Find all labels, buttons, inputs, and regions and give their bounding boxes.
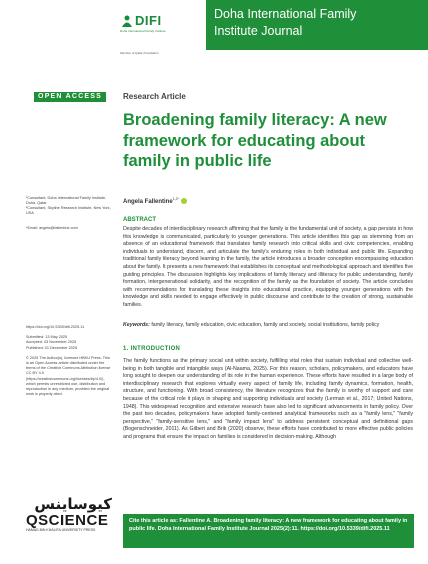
journal-banner — [206, 0, 428, 50]
article-title: Broadening family literacy: A new framework for educating about family in public life — [123, 111, 387, 170]
abstract-body: Despite decades of interdisciplinary research affirming that the family is the fundamental unit of society, a gap persists in how this knowledge is communicated, particularly to younger generations. This article identifies this gap as stemming from an absence of an educational framework that translates family research into critical skills and civic competencies, enabling individuals to understand, discern, and articulate the family's enduring roles in both individual and public life. Expanding traditional family literacy beyond learning in the family, the article introduces a broader conception encompassing education about the family. It presents a new framework that establishes its conceptual and methodological approach and identifies five guiding principles. The discussion highlights key implications of family literacy and illiteracy for public understanding, family formation, intergenerational solidarity, and the recognition of the family as the foundation of society. The article concludes with recommendations for translating these insights into educational practice, equipping younger generations with the knowledge and skills needed to engage effectively in public discourse and contribute to the creation of strong, sustainable families. — [123, 226, 413, 308]
keywords-list: family literacy, family education, civic education, family and society, social institutions, family policy — [151, 322, 380, 328]
logo-wordmark: DIFI — [135, 13, 162, 28]
article-type: Research Article — [123, 92, 186, 101]
family-logo-icon — [120, 14, 134, 28]
doi-link[interactable]: https://doi.org/10.5339/difi.2025.11 — [26, 325, 85, 329]
logo-member-line: Member of Qatar Foundation — [120, 51, 159, 55]
citation-box — [123, 514, 414, 548]
qscience-tagline: HAMAD BIN KHALIFA UNIVERSITY PRESS — [26, 528, 96, 532]
keywords-label: Keywords: — [123, 322, 150, 328]
citation-text[interactable]: Cite this article as: Fallentine A. Broadening family literacy: A new framework for educating about family in public life. Doha International Family Institute Journal 2025(2):11. https://doi.org/10.5339/difi.2025.11 — [129, 518, 408, 532]
introduction-body: The family functions as the primary social unit within society, fulfilling vital roles that sustain individual and collective well-being in both tangible and intangible ways (Al-Naama, 2025). For this reason, scholars, policymakers, and educators have long sought to deepen our understanding of its role in the human experience. These efforts have resulted in a large body of interdisciplinary research that explores virtually every aspect of family life, including family dynamics, formation, health, structure, and functioning. With broad consistency, the literature recognizes that the family is worthy of support and care because of the critical role it plays in shaping and supporting individuals and society (Lerman et al., 2017; United Nations, 1948). This widespread recognition and extensive research have also led to significant advancements in family policy. Over the past two decades, policymakers have adopted family-centered analytical frameworks such as a "family lens," "family perspective," "family-sensitive lens," and "family impact lens" to address persistent conceptual and definitional gaps (Bogenschneider, 2011). As Gilbert and Brik (2020) observe, these efforts have contributed to more effective public policies and programs that ensure the impact on families is considered in decision-making. Although — [123, 358, 413, 440]
orcid-icon[interactable] — [181, 198, 187, 204]
open-access-badge: OPEN ACCESS — [34, 92, 106, 102]
keywords — [123, 322, 413, 330]
abstract-heading: ABSTRACT — [123, 217, 156, 223]
qscience-logo: QSCIENCE — [26, 512, 109, 529]
affiliation-1: ¹Consultant, Doha International Family Institute, Doha, Qatar — [26, 196, 107, 205]
published-date: Published: 01 December 2025 — [26, 345, 78, 350]
logo-subtitle: Doha International Family Institute — [120, 29, 166, 33]
introduction-heading: 1. INTRODUCTION — [123, 346, 181, 352]
affiliations — [26, 196, 112, 216]
author-email[interactable]: *Email: angela@fallentine.com — [26, 226, 78, 230]
affiliation-2: ²Consultant, Skyline Research Institute, New York, USA — [26, 206, 111, 215]
journal-title-line2: Institute Journal — [214, 24, 303, 38]
journal-title-line1: Doha International Family — [214, 7, 357, 21]
accepted-date: Accepted: 03 November 2025 — [26, 340, 77, 345]
license-text: © 2025 The Author(s), licensee HBKU Press. This is an Open Access article distributed under the terms of the Creative Commons Attribution license CC BY 4.0 (https://creativecommons.org/licenses/by/4.0/), which permits unrestricted use, distribution and reproduction in any medium, provided the original work is properly cited. — [26, 355, 111, 397]
submitted-date: Submitted: 13 May 2025 — [26, 335, 68, 340]
qscience-arabic-logo: كيوساينس — [34, 495, 112, 513]
article-meta — [26, 325, 112, 397]
author-name: Angela Fallentine — [123, 199, 173, 205]
difi-logo — [120, 14, 200, 60]
author-line — [123, 197, 187, 205]
journal-title — [214, 6, 424, 40]
author-affiliation-marks: 1,2* — [172, 197, 179, 201]
